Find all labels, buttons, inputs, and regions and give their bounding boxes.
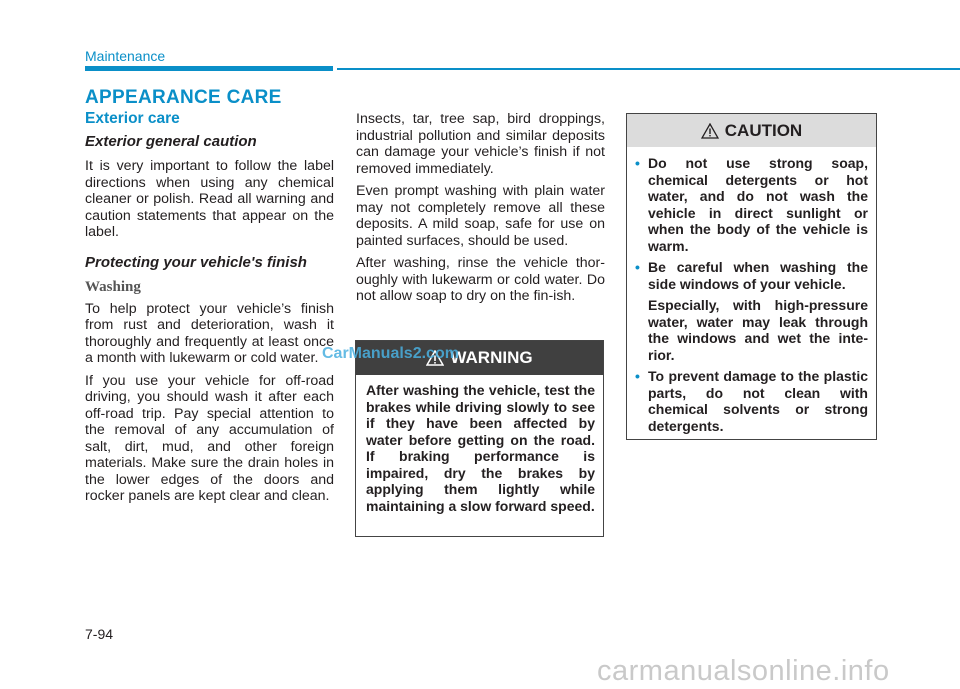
heading-general-caution: Exterior general caution <box>85 132 257 150</box>
paragraph-general-caution: It is very important to follow the label directions when using any chemical cleaner or polish. Read all warning and caution statements that appear on the label. <box>85 158 334 240</box>
caution-title: CAUTION <box>724 120 803 140</box>
column-middle <box>356 111 605 311</box>
caution-item-2 <box>635 259 868 292</box>
paragraph-washing-2: If you use your vehicle for off-road driving, you should wash it after each off-road trip. Pay special attention to the removal of any accumulation of salt, dirt, mud, and other foreign materials. Make sure the drain holes in the lower edges of the doors and rocker panels are kept clear and clean. <box>85 372 334 504</box>
warning-text: After washing the vehicle, test the brakes while driving slowly to see if they have been affected by water before getting on the road. If braking performance is impaired, dry the brakes by applying them lightly while maintaining a slow forward speed. <box>366 382 595 514</box>
paragraph-rinse: After washing, rinse the vehicle thor-oughly with lukewarm or cold water. Do not allow soap to dry on the fin-ish. <box>356 255 605 304</box>
caution-item-2-text: Be careful when washing the side windows of your vehicle. <box>648 259 868 292</box>
caution-header <box>627 114 876 147</box>
page-number: 7-94 <box>85 626 114 642</box>
watermark-overlay[interactable]: CarManuals2.com <box>322 345 459 362</box>
section-label: Maintenance <box>85 48 166 64</box>
heading-protecting-finish: Protecting your vehicle's finish <box>85 253 307 271</box>
header-rule-thick <box>85 66 333 71</box>
caution-item-1 <box>635 155 868 254</box>
bullet-icon: • <box>635 155 640 171</box>
bullet-icon: • <box>635 259 640 275</box>
caution-item-2-sub: Especially, with high-pressure water, water may leak through the windows and wet the inte-rior. <box>648 297 868 363</box>
paragraph-mild-soap: Even prompt washing with plain water may not completely remove all these deposits. A mild soap, safe for use on painted surfaces, should be used. <box>356 183 605 249</box>
header-rule-thin <box>337 68 960 70</box>
watermark-footer[interactable]: carmanualsonline.info <box>597 655 890 687</box>
caution-body <box>627 147 876 434</box>
caution-box <box>626 113 877 440</box>
caution-triangle-icon <box>701 123 719 139</box>
page-title: APPEARANCE CARE <box>85 87 282 108</box>
caution-item-1-text: Do not use strong soap, chemical detergents or hot water, and do not wash the vehicle in direct sunlight or when the body of the vehicle is warm. <box>648 155 868 254</box>
column-left <box>85 111 334 511</box>
paragraph-deposits: Insects, tar, tree sap, bird droppings, industrial pollution and similar deposits can damage your vehicle’s finish if not removed immediately. <box>356 111 605 177</box>
paragraph-washing-1: To help protect your vehicle’s finish from rust and deterioration, wash it thoroughly and frequently at least once a month with lukewarm or cold water. <box>85 300 334 366</box>
caution-item-3-text: To prevent damage to the plastic parts, do not clean with chemical solvents or strong detergents. <box>648 368 868 434</box>
warning-title: WARNING <box>450 348 533 367</box>
bullet-icon: • <box>635 368 640 384</box>
warning-box <box>355 340 604 537</box>
heading-washing: Washing <box>85 279 141 295</box>
caution-item-3 <box>635 368 868 434</box>
subhead-exterior-care: Exterior care <box>85 110 180 127</box>
